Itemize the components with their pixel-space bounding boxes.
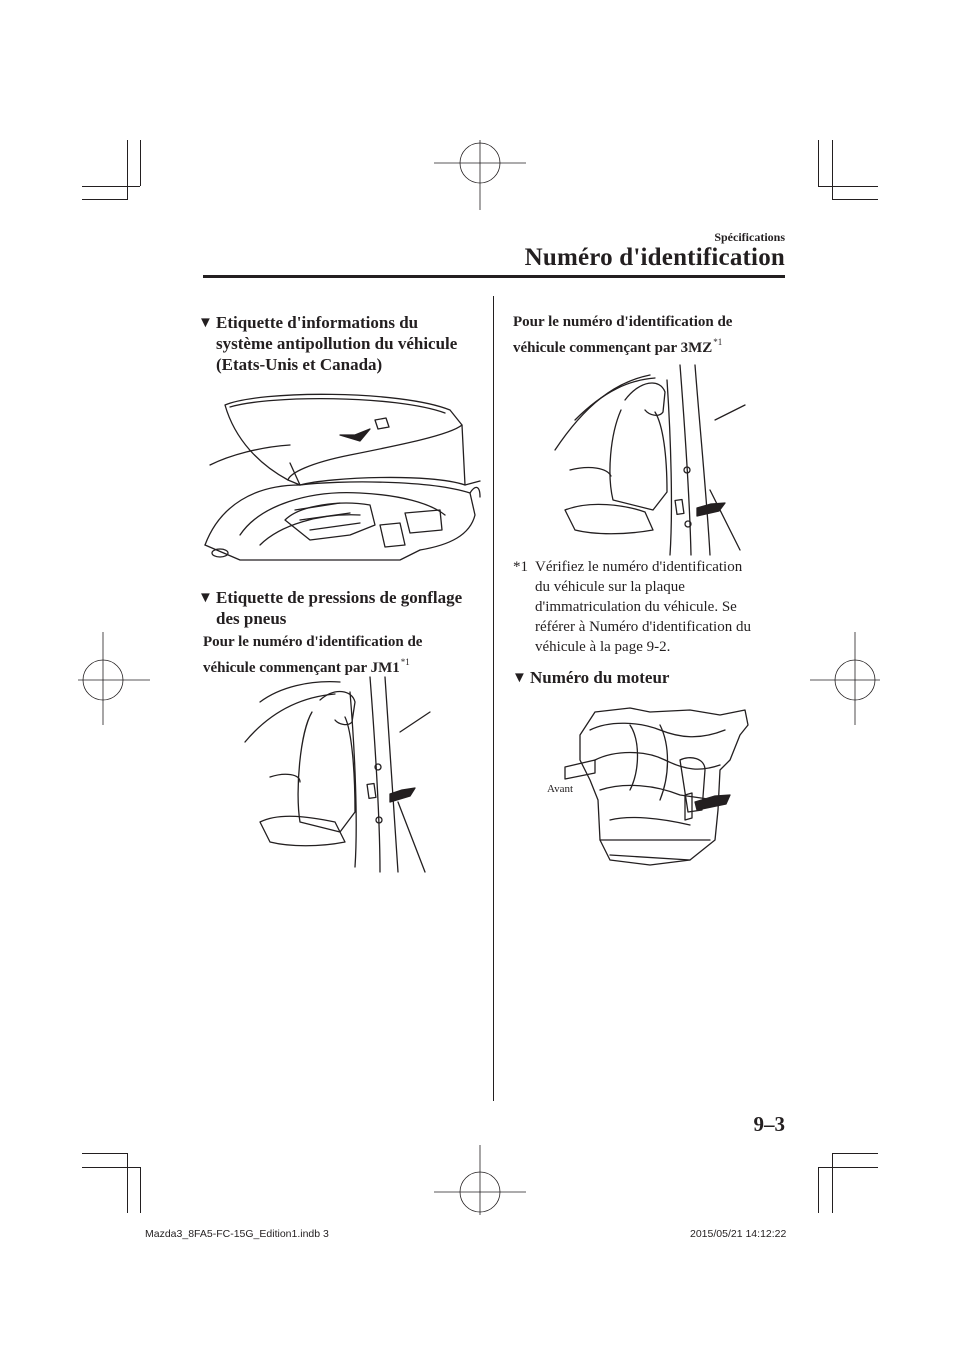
triangle-down-icon: ▼	[198, 590, 213, 606]
heading-line: Etiquette de pressions de gonflage	[216, 588, 463, 607]
engine-illustration	[570, 700, 770, 875]
footnote-ref: *1	[400, 657, 410, 667]
subheading-line: véhicule commençant par 3MZ	[513, 340, 713, 356]
heading-line: des pneus	[216, 609, 287, 628]
page-number: 9–3	[753, 1112, 785, 1136]
triangle-down-icon: ▼	[198, 315, 213, 331]
door-pillar-illustration-3mz	[545, 360, 745, 555]
footnote-line: du véhicule sur la plaque	[535, 579, 685, 595]
engine-bay-illustration	[200, 385, 480, 565]
header-rule	[203, 275, 785, 278]
heading-line: (Etats-Unis et Canada)	[216, 355, 383, 374]
subheading-line: Pour le numéro d'identification de	[203, 634, 423, 650]
footer-timestamp: 2015/05/21 14:12:22	[690, 1228, 787, 1240]
page-title: Numéro d'identification	[524, 244, 785, 271]
subheading-3mz	[513, 312, 732, 358]
heading-engine-number	[512, 667, 670, 688]
heading-emission-label	[198, 312, 458, 375]
subheading-line: Pour le numéro d'identification de	[513, 314, 733, 330]
heading-line: Etiquette d'informations du	[216, 313, 419, 332]
footnote-line: référer à Numéro d'identification du	[535, 619, 751, 635]
footer-file: Mazda3_8FA5-FC-15G_Edition1.indb 3	[145, 1228, 329, 1240]
footnote-ref: *1	[713, 337, 723, 347]
heading-line: Numéro du moteur	[530, 668, 670, 687]
section-label: Spécifications	[714, 230, 785, 244]
heading-line: système antipollution du véhicule	[216, 334, 458, 353]
column-divider	[493, 296, 494, 1101]
footnote-line: d'immatriculation du véhicule. Se	[535, 599, 737, 615]
door-pillar-illustration-jm1	[240, 672, 430, 872]
triangle-down-icon: ▼	[512, 670, 527, 686]
footnote	[513, 557, 751, 657]
subheading-line: véhicule commençant par JM1	[203, 660, 400, 676]
engine-label-avant: Avant	[547, 783, 574, 795]
heading-tire-pressure-label	[198, 587, 463, 629]
footnote-line: véhicule à la page 9-2.	[535, 639, 671, 655]
footnote-marker: *1	[513, 559, 528, 575]
footnote-line: Vérifiez le numéro d'identification	[535, 559, 743, 575]
